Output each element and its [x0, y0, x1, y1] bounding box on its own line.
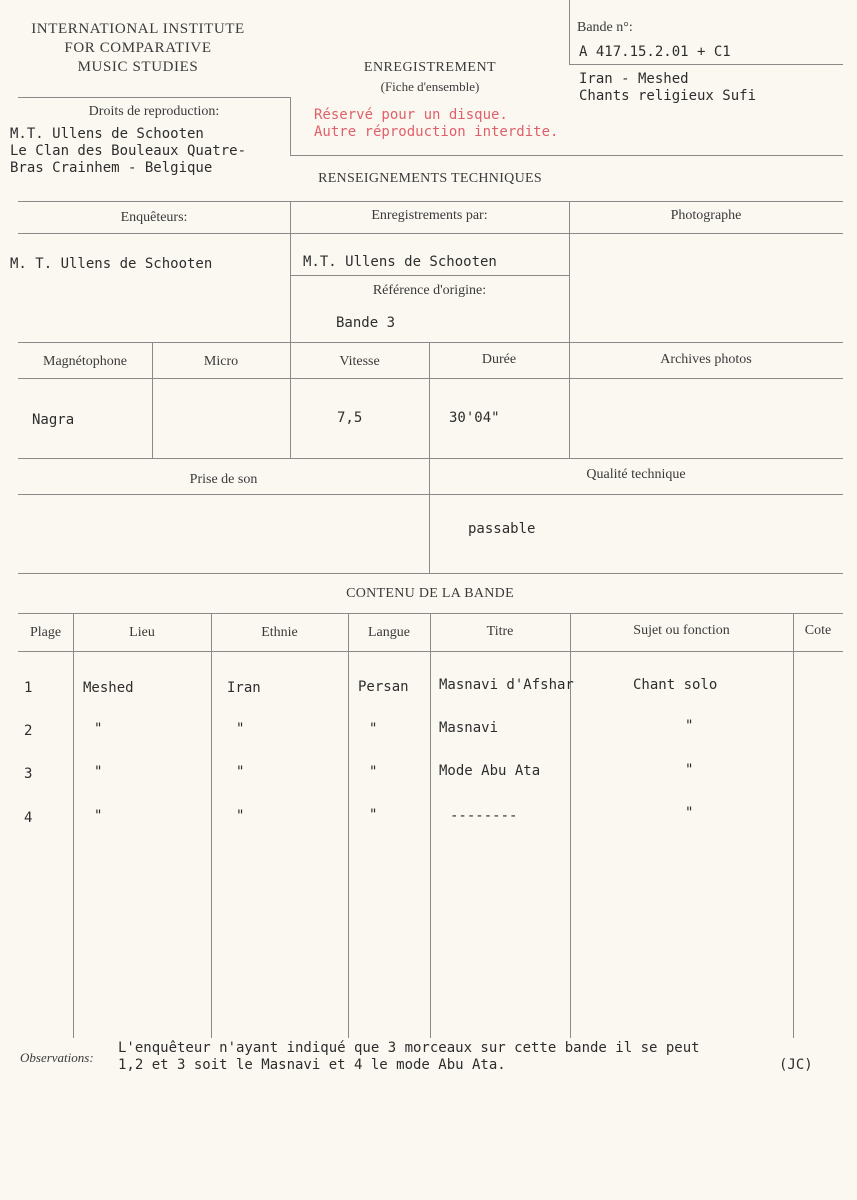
- form-subtitle: (Fiche d'ensemble): [380, 79, 480, 94]
- header-cote: Cote: [804, 623, 832, 638]
- vitesse-label: Vitesse: [339, 354, 380, 369]
- qualite-value: passable: [468, 521, 536, 537]
- header-plage: Plage: [29, 625, 62, 640]
- enqueteurs-label: Enquêteurs:: [120, 210, 188, 225]
- institute-name: [8, 20, 268, 77]
- photographe-label: Photographe: [670, 208, 742, 223]
- duree-value: 30'04": [449, 410, 500, 426]
- row-1-titre: Masnavi d'Afshar: [439, 677, 574, 693]
- header-ethnie: Ethnie: [261, 625, 298, 640]
- row-4-sujet: ": [685, 805, 694, 821]
- row-3-langue: ": [369, 764, 378, 780]
- row-2-ethnie: ": [236, 721, 245, 737]
- enregistrements-label: Enregistrements par:: [371, 208, 488, 223]
- prise-de-son-label: Prise de son: [189, 472, 258, 487]
- technical-heading: RENSEIGNEMENTS TECHNIQUES: [318, 171, 542, 186]
- magnetophone-value: Nagra: [32, 412, 75, 428]
- contenu-heading: CONTENU DE LA BANDE: [346, 586, 514, 601]
- row-4-plage: 4: [24, 810, 33, 826]
- form-title: ENREGISTREMENT: [363, 60, 497, 75]
- row-1-sujet: Chant solo: [633, 677, 718, 693]
- qualite-label: Qualité technique: [586, 467, 686, 482]
- bande-label: Bande n°:: [577, 20, 633, 35]
- reference-label: Référence d'origine:: [372, 283, 487, 298]
- row-1-ethnie: Iran: [227, 680, 261, 696]
- observations-line-2: 1,2 et 3 soit le Masnavi et 4 le mode Abu Ata.: [118, 1057, 506, 1073]
- row-3-plage: 3: [24, 766, 33, 782]
- observations-line-1: L'enquêteur n'ayant indiqué que 3 morceaux sur cette bande il se peut: [118, 1040, 700, 1056]
- enregistrements-value: M.T. Ullens de Schooten: [303, 254, 497, 270]
- bande-subject: Chants religieux Sufi: [579, 88, 757, 104]
- institute-line-1: INTERNATIONAL INSTITUTE: [31, 21, 245, 37]
- row-3-lieu: ": [94, 764, 103, 780]
- magnetophone-label: Magnétophone: [43, 354, 127, 369]
- enqueteurs-value: M. T. Ullens de Schooten: [10, 256, 213, 272]
- observations-initials: (JC): [779, 1057, 813, 1073]
- archives-label: Archives photos: [660, 352, 752, 367]
- row-4-titre: --------: [450, 808, 518, 824]
- row-1-langue: Persan: [358, 679, 409, 695]
- row-4-langue: ": [369, 807, 378, 823]
- droits-holder-line-3: Bras Crainhem - Belgique: [10, 160, 213, 176]
- bande-number: A 417.15.2.01 + C1: [579, 44, 731, 60]
- header-titre: Titre: [486, 624, 514, 639]
- institute-line-3: MUSIC STUDIES: [77, 59, 199, 75]
- row-1-plage: 1: [24, 680, 33, 696]
- droits-holder-line-1: M.T. Ullens de Schooten: [10, 126, 204, 142]
- row-3-ethnie: ": [236, 764, 245, 780]
- row-1-lieu: Meshed: [83, 680, 134, 696]
- row-4-ethnie: ": [236, 808, 245, 824]
- bande-place: Iran - Meshed: [579, 71, 689, 87]
- row-2-titre: Masnavi: [439, 720, 499, 736]
- header-langue: Langue: [368, 625, 410, 640]
- row-4-lieu: ": [94, 808, 103, 824]
- vitesse-value: 7,5: [337, 410, 363, 426]
- droits-label: Droits de reproduction:: [88, 104, 220, 119]
- observations-label: Observations:: [20, 1050, 94, 1065]
- row-2-sujet: ": [685, 718, 694, 734]
- droits-holder-line-2: Le Clan des Bouleaux Quatre-: [10, 143, 247, 159]
- row-2-langue: ": [369, 721, 378, 737]
- row-2-plage: 2: [24, 723, 33, 739]
- header-lieu: Lieu: [129, 625, 155, 640]
- institute-line-2: FOR COMPARATIVE: [64, 40, 212, 56]
- duree-label: Durée: [481, 352, 517, 367]
- header-sujet: Sujet ou fonction: [633, 623, 730, 638]
- micro-label: Micro: [203, 354, 239, 369]
- row-2-lieu: ": [94, 721, 103, 737]
- reference-value: Bande 3: [336, 315, 396, 331]
- droits-notice-line-2: Autre réproduction interdite.: [314, 124, 559, 140]
- row-3-sujet: ": [685, 762, 694, 778]
- droits-notice-line-1: Réservé pour un disque.: [314, 107, 508, 123]
- row-3-titre: Mode Abu Ata: [439, 763, 541, 779]
